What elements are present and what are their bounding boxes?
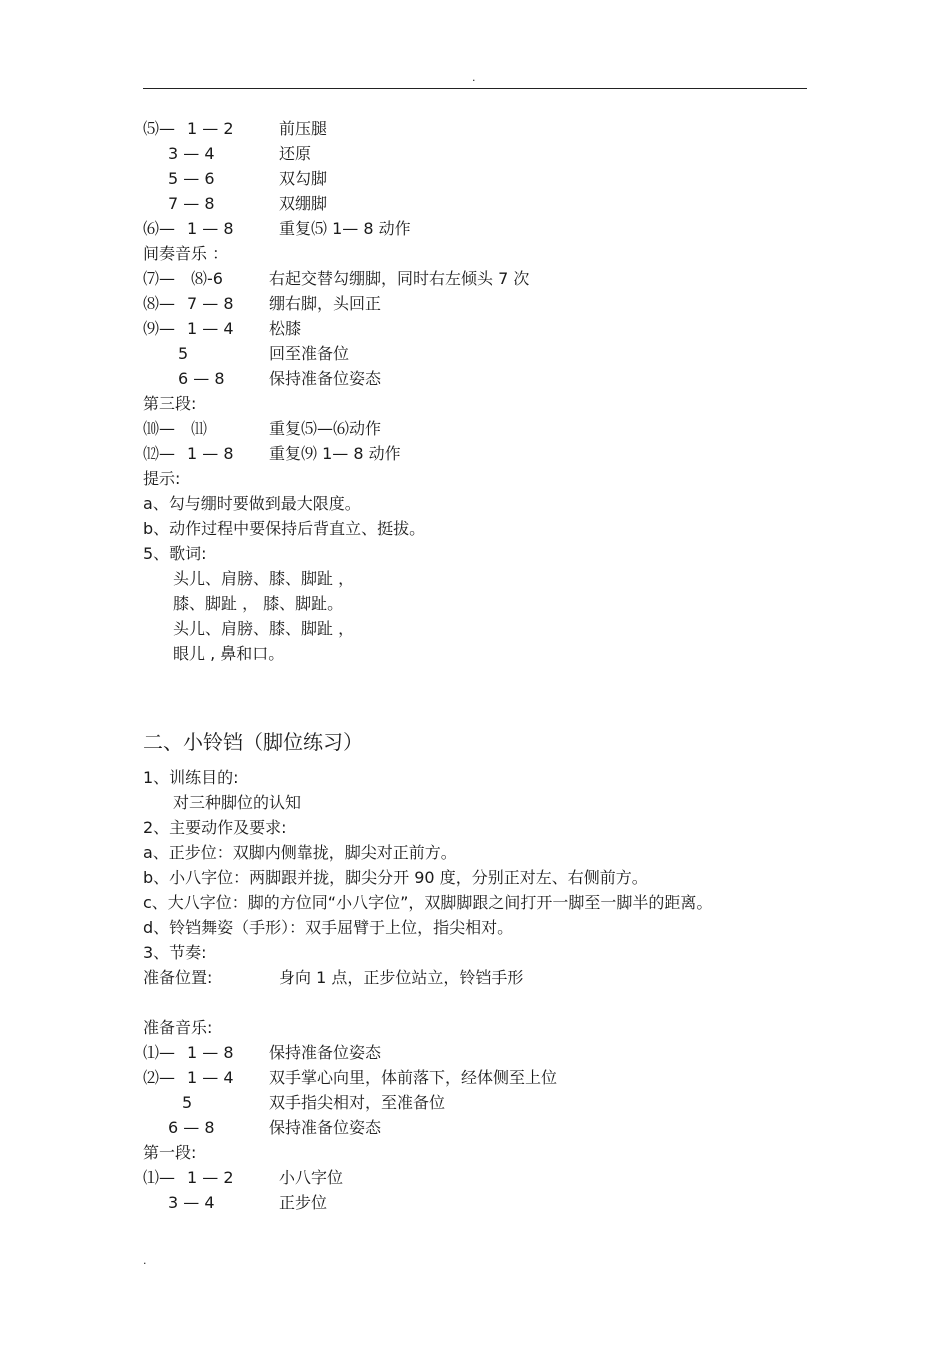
- line-p1-2: [0, 142, 312, 166]
- line-p1-18: [0, 542, 207, 566]
- beat-count: 6 — 8: [168, 1118, 215, 1137]
- line-p1-6: [0, 242, 229, 266]
- section-number: ⑺—: [143, 269, 176, 288]
- section-number: ⑼—: [143, 319, 176, 338]
- beat-count: 3 — 4: [168, 144, 215, 163]
- action-description: 双勾脚: [279, 169, 328, 188]
- section-number: ⑵—: [143, 1068, 176, 1087]
- section-number: ⑻—: [143, 294, 176, 313]
- subheading: 提示:: [143, 469, 181, 488]
- line-s2-14: [0, 1116, 382, 1140]
- beat-count: 1 — 8: [187, 1043, 234, 1062]
- requirement-item: a、正步位：双脚内侧靠拢，脚尖对正前方。: [143, 843, 457, 862]
- action-description: 保持准备位姿态: [269, 1118, 382, 1137]
- line-p1-13: [0, 417, 382, 441]
- line-s2-4: [0, 841, 457, 865]
- line-s2-10: [0, 1016, 213, 1040]
- line-s2-9: [0, 966, 524, 990]
- line-p1-10: [0, 342, 350, 366]
- line-p1-7: [0, 267, 530, 291]
- tip-item: a、勾与绷时要做到最大限度。: [143, 494, 361, 513]
- beat-count: 1 — 2: [187, 1168, 234, 1187]
- section-number: ⑴—: [143, 1043, 176, 1062]
- subheading: 第一段:: [143, 1143, 197, 1162]
- lyric-line: 眼儿 , 鼻和口。: [173, 644, 285, 663]
- section-number: ⑹—: [143, 219, 176, 238]
- line-s2-5: [0, 866, 648, 890]
- header-rule: [143, 88, 807, 89]
- action-description: 身向 1 点，正步位站立，铃铛手形: [279, 968, 524, 987]
- header-dot: .: [472, 71, 476, 84]
- line-s2-13: [0, 1091, 446, 1115]
- line-s2-2: [0, 791, 302, 815]
- action-description: 重复⑸—⑹动作: [269, 419, 382, 438]
- beat-count: 1 — 4: [187, 1068, 234, 1087]
- subheading: 5、歌词:: [143, 544, 207, 563]
- beat-count: 7 — 8: [187, 294, 234, 313]
- line-p1-12: [0, 392, 197, 416]
- subheading: 2、主要动作及要求:: [143, 818, 287, 837]
- footer-dot: .: [143, 1254, 147, 1267]
- action-description: 绷右脚，头回正: [269, 294, 382, 313]
- action-description: 回至准备位: [269, 344, 350, 363]
- action-description: 还原: [279, 144, 312, 163]
- action-description: 重复⑼ 1— 8 动作: [269, 444, 401, 463]
- subheading: 第三段:: [143, 394, 197, 413]
- subheading: 1、训练目的:: [143, 768, 239, 787]
- line-p1-8: [0, 292, 382, 316]
- subheading: 准备音乐:: [143, 1018, 213, 1037]
- action-description: 重复⑸ 1— 8 动作: [279, 219, 411, 238]
- line-s2-12: [0, 1066, 558, 1090]
- action-description: 保持准备位姿态: [269, 1043, 382, 1062]
- line-s2-1: [0, 766, 239, 790]
- action-description: 双绷脚: [279, 194, 328, 213]
- requirement-item: b、小八字位：两脚跟并拢，脚尖分开 90 度，分别正对左、右侧前方。: [143, 868, 648, 887]
- action-description: 保持准备位姿态: [269, 369, 382, 388]
- line-p1-19: [0, 567, 355, 591]
- action-description: 小八字位: [279, 1168, 344, 1187]
- line-p1-17: [0, 517, 426, 541]
- section-number: ⑴—: [143, 1168, 176, 1187]
- line-p1-5: [0, 217, 411, 241]
- line-p1-4: [0, 192, 328, 216]
- beat-count: 5 — 6: [168, 169, 215, 188]
- action-description: 松膝: [269, 319, 302, 338]
- line-p1-22: [0, 642, 285, 666]
- section-number: ⑸—: [143, 119, 176, 138]
- line-p1-9: [0, 317, 302, 341]
- beat-count: ⑾: [191, 419, 208, 438]
- action-description: 正步位: [279, 1193, 328, 1212]
- line-s2-7: [0, 916, 514, 940]
- beat-count: 5: [178, 344, 189, 363]
- beat-count: 6 — 8: [178, 369, 225, 388]
- beat-count: 1 — 4: [187, 319, 234, 338]
- line-p1-14: [0, 442, 401, 466]
- beat-count: 3 — 4: [168, 1193, 215, 1212]
- lyric-line: 头儿、肩膀、膝、脚趾 ，: [173, 569, 355, 588]
- action-description: 右起交替勾绷脚，同时右左倾头 7 次: [269, 269, 530, 288]
- beat-count: 1 — 8: [187, 444, 234, 463]
- action-description: 前压腿: [279, 119, 328, 138]
- line-p1-21: [0, 617, 355, 641]
- line-s2-17: [0, 1191, 328, 1215]
- line-s2-11: [0, 1041, 382, 1065]
- tip-item: b、动作过程中要保持后背直立、挺拔。: [143, 519, 426, 538]
- section-number: ⑽—: [143, 419, 176, 438]
- section-number: ⑿—: [143, 444, 176, 463]
- beat-count: 7 — 8: [168, 194, 215, 213]
- line-s2-8: [0, 941, 207, 965]
- action-description: 双手掌心向里，体前落下，经体侧至上位: [269, 1068, 558, 1087]
- requirement-item: c、大八字位：脚的方位同“小八字位”，双脚脚跟之间打开一脚至一脚半的距离。: [143, 893, 713, 912]
- lyric-line: 膝、脚趾 ， 膝、脚趾。: [173, 594, 344, 613]
- body-text: 对三种脚位的认知: [173, 793, 302, 812]
- line-p1-11: [0, 367, 382, 391]
- beat-count: ⑻-6: [191, 269, 223, 288]
- subheading: 3、节奏:: [143, 943, 207, 962]
- line-p1-20: [0, 592, 344, 616]
- line-s2-6: [0, 891, 713, 915]
- subheading: 间奏音乐 ：: [143, 244, 229, 263]
- beat-count: 1 — 8: [187, 219, 234, 238]
- line-p1-1: [0, 117, 328, 141]
- line-p1-16: [0, 492, 361, 516]
- beat-count: 5: [182, 1093, 193, 1112]
- line-s2-16: [0, 1166, 344, 1190]
- line-p1-15: [0, 467, 181, 491]
- field-label: 准备位置:: [143, 968, 213, 987]
- section-heading: 二、小铃铛（脚位练习）: [143, 730, 363, 754]
- action-description: 双手指尖相对，至准备位: [269, 1093, 446, 1112]
- line-p1-3: [0, 167, 328, 191]
- requirement-item: d、铃铛舞姿（手形）：双手屈臂于上位，指尖相对。: [143, 918, 514, 937]
- beat-count: 1 — 2: [187, 119, 234, 138]
- line-s2-15: [0, 1141, 197, 1165]
- lyric-line: 头儿、肩膀、膝、脚趾 ，: [173, 619, 355, 638]
- line-s2-3: [0, 816, 287, 840]
